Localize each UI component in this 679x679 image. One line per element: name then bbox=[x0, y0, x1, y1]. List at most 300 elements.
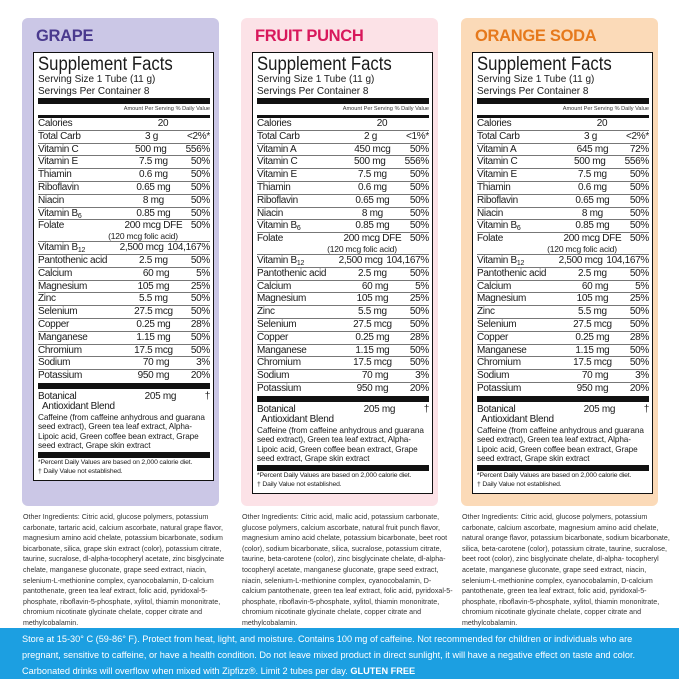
nutrient-row bbox=[477, 130, 649, 143]
label-title: Supplement Facts bbox=[477, 54, 612, 75]
gluten-free-label: GLUTEN FREE bbox=[350, 666, 416, 676]
nutrient-name-text: Copper bbox=[38, 318, 69, 330]
nutrient-row bbox=[38, 254, 210, 267]
daily-value-header: % Daily Value bbox=[614, 106, 649, 112]
amount-header: Amount Per Serving bbox=[123, 106, 174, 112]
nutrient-name-text: Manganese bbox=[257, 344, 307, 356]
botanical-name-line2: Antioxidant Blend bbox=[42, 400, 115, 412]
nutrient-name bbox=[477, 306, 555, 318]
nutrient-name-text: Pantothenic acid bbox=[257, 267, 327, 279]
nutrient-name bbox=[257, 345, 335, 357]
nutrient-name-text: Niacin bbox=[257, 207, 283, 219]
spacer bbox=[477, 105, 555, 114]
flavor-name: GRAPE bbox=[36, 27, 94, 45]
nutrient-name bbox=[38, 144, 116, 156]
nutrient-daily-value: 50% bbox=[190, 181, 210, 193]
nutrient-daily-value: 3% bbox=[635, 370, 649, 382]
storage-warning-banner bbox=[0, 628, 679, 679]
nutrient-name-text: Folate bbox=[38, 220, 64, 232]
nutrient-daily-value: 50% bbox=[190, 293, 210, 305]
nutrient-amount: 2,500 mcg bbox=[558, 254, 603, 266]
nutrient-row bbox=[38, 168, 210, 181]
nutrient-note: (120 mcg folic acid) bbox=[327, 243, 397, 254]
nutrient-row bbox=[257, 232, 429, 254]
nutrient-row bbox=[38, 118, 210, 130]
nutrient-amount: 20 bbox=[596, 118, 608, 129]
nutrient-daily-value: 50% bbox=[409, 344, 429, 356]
nutrient-amount: 5.5 mg bbox=[358, 306, 387, 318]
nutrient-daily-value: 28% bbox=[629, 331, 649, 343]
nutrient-subscript: 6 bbox=[77, 212, 82, 220]
nutrient-name-text: Calories bbox=[477, 118, 512, 129]
nutrient-name bbox=[38, 220, 116, 232]
nutrient-row bbox=[477, 382, 649, 395]
nutrient-row bbox=[38, 280, 210, 293]
nutrient-subscript: 6 bbox=[516, 225, 521, 233]
nutrient-name-text: Chromium bbox=[477, 357, 521, 369]
nutrient-row bbox=[257, 130, 429, 143]
nutrient-name bbox=[477, 118, 555, 130]
nutrient-row bbox=[38, 356, 210, 369]
nutrient-name bbox=[477, 332, 555, 344]
nutrient-daily-value: <2%* bbox=[187, 130, 210, 142]
nutrient-row bbox=[477, 331, 649, 344]
nutrient-name-text: Calcium bbox=[477, 280, 512, 292]
nutrient-name-text: Vitamin C bbox=[38, 143, 79, 155]
botanical-description: Caffeine (from caffeine anhydrous and guarana seed extract), Green tea leaf extract, Alpha-Lipoic acid, Green coffee bean extract, Grape seed extract, Grape skin extract bbox=[257, 425, 424, 464]
nutrient-row bbox=[38, 143, 210, 156]
nutrient-row bbox=[38, 344, 210, 357]
serving-size: Serving Size 1 Tube (11 g) bbox=[477, 73, 595, 85]
column-header bbox=[477, 105, 649, 114]
nutrient-amount: 500 mg bbox=[574, 156, 606, 168]
nutrient-amount: 105 mg bbox=[356, 293, 389, 305]
other-ingredients: Other Ingredients: Citric acid, malic acid, potassium carbonate, glucose polymers, calcium ascorbate, natural fruit punch flavor, magnesium amino acid chelate, potassium bicarbonate, beet root (color), sodium bicarbonate, silica, sucralose, potassium citrate, taurine, beta-carotene (color), zinc bisglycinate chelate, dl-alpha- tocopheryl acetate, manganese gluconate, grape seed extract, niacin, selenium-L-methionine complex, cyanocobalamin, D-calcium pantothenate, green tea leaf extract, folic acid, pyridoxal-5-phosphate, riboflavin-5-phosphate, xylitol, thiamin mononitrate, chromium nicotinate glycinate chelate, copper citrate and methylcobalamin. bbox=[242, 513, 453, 627]
nutrient-row bbox=[38, 292, 210, 305]
nutrient-row bbox=[38, 219, 210, 241]
nutrient-daily-value: 50% bbox=[190, 194, 210, 206]
nutrient-daily-value: 50% bbox=[190, 207, 210, 219]
footnote-daily-values: *Percent Daily Values are based on 2,000 calorie diet. bbox=[38, 458, 193, 466]
botanical-daily-value: † bbox=[643, 403, 649, 415]
nutrient-row bbox=[257, 292, 429, 305]
amount-header: Amount Per Serving bbox=[342, 106, 393, 112]
other-ingredients: Other Ingredients: Citric acid, glucose polymers, potassium carbonate, tartaric acid, calcium ascorbate, natural grape flavor, magnesium amino acid chelate, potassium bicarbonate, sodium bicarbonate, silica, grape skin extract (color), potassium citrate, taurine, sucralose, dl-alpha-tocopheryl acetate, zinc bisglycinate chelate, manganese gluconate, grape seed extract, niacin, selenium-L-methionine complex, cyanocobalamin, D-calcium pantothenate, green tea leaf extract, folic acid, pyridoxal-5-phosphate, riboflavin-5-phosphate, xylitol, thiamin mononitrate, chromium nicotinate glycinate chelate, copper citrate and methylcobalamin. bbox=[23, 513, 225, 627]
nutrient-name bbox=[257, 370, 335, 382]
divider bbox=[257, 98, 429, 104]
nutrient-name bbox=[477, 182, 555, 194]
nutrient-row bbox=[38, 318, 210, 331]
nutrient-name-text: Pantothenic acid bbox=[38, 254, 108, 266]
nutrient-row bbox=[477, 118, 649, 130]
nutrient-name bbox=[38, 255, 116, 267]
nutrient-name-text: Folate bbox=[477, 233, 503, 245]
serving-size: Serving Size 1 Tube (11 g) bbox=[257, 73, 375, 85]
nutrient-name-text: Manganese bbox=[477, 344, 527, 356]
label-title: Supplement Facts bbox=[38, 54, 173, 75]
amount-header: Amount Per Serving bbox=[562, 106, 613, 112]
nutrient-name bbox=[38, 156, 116, 168]
nutrient-name bbox=[257, 268, 335, 280]
nutrient-daily-value: 3% bbox=[196, 357, 210, 369]
botanical-name: Botanical bbox=[257, 403, 296, 415]
nutrient-daily-value: 556% bbox=[404, 156, 429, 168]
nutrient-daily-value: 50% bbox=[409, 194, 429, 206]
divider bbox=[38, 98, 210, 104]
nutrient-name-text: Zinc bbox=[38, 293, 56, 305]
nutrient-row bbox=[477, 356, 649, 369]
nutrient-amount: 20 bbox=[157, 118, 169, 129]
nutrient-daily-value: 50% bbox=[629, 181, 649, 193]
nutrient-amount: 0.85 mg bbox=[136, 207, 171, 219]
nutrient-amount: 2,500 mcg bbox=[119, 242, 164, 254]
nutrient-daily-value: 50% bbox=[409, 169, 429, 181]
nutrient-amount: 2.5 mg bbox=[578, 267, 607, 279]
nutrient-name bbox=[257, 319, 335, 331]
nutrient-daily-value: <2%* bbox=[626, 130, 649, 142]
servings-per-container: Servings Per Container 8 bbox=[38, 84, 150, 97]
column-header bbox=[257, 105, 429, 114]
nutrient-amount: 5.5 mg bbox=[139, 293, 168, 305]
nutrient-name bbox=[477, 293, 555, 305]
divider bbox=[477, 396, 649, 402]
footnote-dagger: † Daily Value not established. bbox=[38, 468, 123, 476]
nutrient-amount: 0.85 mg bbox=[575, 220, 610, 232]
botanical-daily-value: † bbox=[204, 390, 210, 402]
nutrient-row bbox=[477, 168, 649, 181]
nutrient-name-text: Magnesium bbox=[257, 293, 306, 305]
nutrient-row bbox=[257, 267, 429, 280]
nutrient-name bbox=[257, 169, 335, 181]
nutrient-name-text: Niacin bbox=[477, 207, 503, 219]
nutrient-amount: 7.5 mg bbox=[139, 156, 168, 168]
nutrient-row bbox=[477, 267, 649, 280]
nutrient-name bbox=[38, 195, 116, 207]
nutrient-name bbox=[477, 281, 555, 293]
nutrient-amount: 105 mg bbox=[137, 280, 170, 292]
nutrient-name-text: Vitamin B bbox=[477, 220, 517, 232]
botanical-amount: 205 mg bbox=[583, 403, 616, 415]
nutrient-daily-value: 50% bbox=[629, 318, 649, 330]
nutrient-amount: 27.5 mcg bbox=[353, 318, 392, 330]
nutrient-amount: 2,500 mcg bbox=[338, 254, 383, 266]
nutrient-rows bbox=[477, 118, 649, 395]
nutrient-name bbox=[38, 281, 116, 293]
nutrient-daily-value: 50% bbox=[409, 233, 429, 245]
nutrient-amount: 27.5 mcg bbox=[134, 306, 173, 318]
storage-warning-text: Store at 15-30° C (59-86° F). Protect from heat, light, and moisture. Contains 100 mg of caffeine. Not recommended for children or individuals who are pregnant, sensitive to caffeine, or have a health condition. Do not leave mixed product in direct sunlight, it will have a negative effect on taste and color. Carbonated drinks will overflow when mixed with Zipfizz®. Limit 2 tubes per day. bbox=[22, 634, 636, 676]
nutrient-name bbox=[257, 131, 335, 143]
nutrient-row bbox=[38, 181, 210, 194]
nutrient-name bbox=[477, 195, 555, 207]
nutrient-row bbox=[477, 143, 649, 156]
nutrient-amount: 20 bbox=[376, 118, 388, 129]
divider bbox=[257, 465, 429, 471]
nutrient-amount: 450 mcg bbox=[354, 143, 391, 155]
nutrient-amount: 0.85 mg bbox=[355, 220, 390, 232]
nutrient-row bbox=[477, 194, 649, 207]
nutrient-daily-value: 50% bbox=[629, 207, 649, 219]
nutrient-amount: 0.65 mg bbox=[575, 194, 610, 206]
nutrient-rows bbox=[257, 118, 429, 395]
nutrient-name-text: Total Carb bbox=[257, 130, 300, 142]
nutrient-amount: 2.5 mg bbox=[358, 267, 387, 279]
nutrient-name-text: Pantothenic acid bbox=[477, 267, 547, 279]
nutrient-name bbox=[477, 357, 555, 369]
botanical-row bbox=[257, 403, 429, 415]
nutrient-name-text: Copper bbox=[257, 331, 288, 343]
nutrient-daily-value: 50% bbox=[629, 220, 649, 232]
daily-value-header: % Daily Value bbox=[175, 106, 210, 112]
nutrient-name bbox=[38, 370, 116, 382]
nutrient-row bbox=[257, 356, 429, 369]
nutrient-row bbox=[477, 254, 649, 267]
nutrient-row bbox=[257, 305, 429, 318]
nutrient-daily-value: 50% bbox=[409, 207, 429, 219]
nutrient-name bbox=[477, 144, 555, 156]
nutrient-amount: 70 mg bbox=[142, 357, 170, 369]
nutrient-name-text: Zinc bbox=[257, 306, 275, 318]
nutrient-name-text: Thiamin bbox=[477, 181, 511, 193]
nutrient-name-text: Sodium bbox=[38, 357, 71, 369]
nutrient-name-text: Vitamin B bbox=[38, 207, 78, 219]
nutrient-row bbox=[257, 207, 429, 220]
nutrient-daily-value: 28% bbox=[409, 331, 429, 343]
nutrient-amount: 8 mg bbox=[142, 194, 164, 206]
nutrient-daily-value: 50% bbox=[629, 194, 649, 206]
botanical-name-line2: Antioxidant Blend bbox=[261, 413, 334, 425]
nutrient-daily-value: 25% bbox=[629, 293, 649, 305]
nutrient-amount: 1.15 mg bbox=[355, 344, 390, 356]
nutrient-name bbox=[477, 319, 555, 331]
nutrient-name-text: Vitamin E bbox=[477, 169, 517, 181]
nutrient-daily-value: 50% bbox=[409, 143, 429, 155]
nutrient-row bbox=[38, 267, 210, 280]
spacer bbox=[38, 105, 116, 114]
nutrient-name-text: Selenium bbox=[257, 318, 297, 330]
nutrient-daily-value: 25% bbox=[409, 293, 429, 305]
nutrient-amount: 7.5 mg bbox=[578, 169, 607, 181]
nutrient-daily-value: 50% bbox=[629, 344, 649, 356]
nutrient-name bbox=[257, 118, 335, 130]
nutrient-amount: 7.5 mg bbox=[358, 169, 387, 181]
nutrient-name bbox=[257, 156, 335, 168]
nutrient-row bbox=[257, 194, 429, 207]
nutrient-amount: 105 mg bbox=[576, 293, 609, 305]
nutrient-daily-value: 28% bbox=[190, 318, 210, 330]
other-ingredients: Other Ingredients: Citric acid, glucose polymers, potassium carbonate, calcium ascorbate, magnesium amino acid chelate, natural orange flavor, potassium bicarbonate, sodium bicarbonate, silica, beta-carotene (color), potassium citrate, taurine, sucralose, beet root (color), zinc bisglycinate chelate, dl-alpha- tocopheryl acetate, manganese gluconate, grape seed extract, niacin, selenium-L-methionine complex, cyanocobalamin, D-calcium pantothenate, green tea leaf extract, folic acid, pyridoxal-5-phosphate, riboflavin-5-phosphate, xylitol, thiamin mononitrate, chromium nicotinate glycinate chelate, copper citrate and methylcobalamin. bbox=[462, 513, 670, 627]
footnote-daily-values: *Percent Daily Values are based on 2,000 calorie diet. bbox=[257, 471, 412, 479]
nutrient-amount: 60 mg bbox=[581, 280, 609, 292]
nutrient-name bbox=[38, 131, 116, 143]
nutrient-name bbox=[257, 357, 335, 369]
nutrient-daily-value: 5% bbox=[196, 267, 210, 279]
nutrient-note: (120 mcg folic acid) bbox=[108, 231, 178, 242]
nutrient-daily-value: 104,167% bbox=[606, 254, 649, 266]
nutrient-daily-value: 556% bbox=[624, 156, 649, 168]
nutrient-amount: 70 mg bbox=[361, 370, 389, 382]
nutrient-name bbox=[38, 306, 116, 318]
nutrient-row bbox=[38, 241, 210, 254]
nutrient-name-text: Vitamin B bbox=[38, 242, 78, 254]
nutrient-daily-value: 5% bbox=[635, 280, 649, 292]
botanical-amount: 205 mg bbox=[363, 403, 396, 415]
nutrient-daily-value: 50% bbox=[190, 220, 210, 232]
nutrient-name bbox=[257, 208, 335, 220]
nutrient-name-text: Magnesium bbox=[477, 293, 526, 305]
nutrient-daily-value: 556% bbox=[185, 143, 210, 155]
nutrient-name-text: Potassium bbox=[38, 370, 82, 382]
nutrient-name-text: Sodium bbox=[477, 370, 510, 382]
serving-size: Serving Size 1 Tube (11 g) bbox=[38, 73, 156, 85]
nutrient-row bbox=[257, 118, 429, 130]
nutrient-daily-value: 50% bbox=[629, 267, 649, 279]
nutrient-name bbox=[257, 182, 335, 194]
nutrient-row bbox=[38, 305, 210, 318]
nutrient-name bbox=[38, 357, 116, 369]
nutrient-name-text: Selenium bbox=[477, 318, 517, 330]
nutrient-row bbox=[477, 305, 649, 318]
nutrient-daily-value: 50% bbox=[190, 331, 210, 343]
nutrient-daily-value: 5% bbox=[415, 280, 429, 292]
nutrient-subscript: 12 bbox=[296, 259, 305, 267]
botanical-description: Caffeine (from caffeine anhydrous and guarana seed extract), Green tea leaf extract, Alpha-Lipoic acid, Green coffee bean extract, Grape seed extract, Grape skin extract bbox=[38, 412, 205, 451]
nutrient-name-text: Calories bbox=[38, 118, 73, 129]
nutrient-daily-value: 50% bbox=[629, 233, 649, 245]
nutrient-daily-value: 50% bbox=[190, 254, 210, 266]
nutrient-row bbox=[477, 181, 649, 194]
nutrient-name-text: Total Carb bbox=[477, 130, 520, 142]
nutrient-row bbox=[477, 219, 649, 232]
nutrient-name-text: Copper bbox=[477, 331, 508, 343]
nutrient-name bbox=[257, 332, 335, 344]
nutrient-row bbox=[38, 194, 210, 207]
nutrient-name bbox=[257, 255, 335, 267]
nutrient-name-text: Folate bbox=[257, 233, 283, 245]
nutrient-daily-value: 50% bbox=[409, 357, 429, 369]
label-title: Supplement Facts bbox=[257, 54, 392, 75]
nutrient-row bbox=[38, 369, 210, 382]
botanical-amount: 205 mg bbox=[144, 390, 177, 402]
nutrient-row bbox=[257, 219, 429, 232]
nutrient-name-text: Magnesium bbox=[38, 280, 87, 292]
nutrient-amount: 0.25 mg bbox=[355, 331, 390, 343]
nutrient-amount: 17.5 mcg bbox=[573, 357, 612, 369]
botanical-daily-value: † bbox=[423, 403, 429, 415]
nutrient-row bbox=[257, 143, 429, 156]
nutrient-amount: 17.5 mcg bbox=[353, 357, 392, 369]
nutrient-name bbox=[38, 319, 116, 331]
nutrient-amount: 950 mg bbox=[137, 370, 170, 382]
nutrient-name bbox=[38, 345, 116, 357]
nutrient-name-text: Zinc bbox=[477, 306, 495, 318]
nutrient-name bbox=[477, 268, 555, 280]
flavor-panel bbox=[241, 18, 438, 506]
flavor-panel bbox=[22, 18, 219, 506]
nutrient-amount: 3 g bbox=[583, 130, 597, 142]
nutrient-amount: 0.6 mg bbox=[358, 181, 387, 193]
nutrient-amount: 17.5 mcg bbox=[134, 344, 173, 356]
nutrient-name bbox=[477, 169, 555, 181]
nutrient-name-text: Vitamin B bbox=[477, 254, 517, 266]
nutrient-name-text: Selenium bbox=[38, 306, 78, 318]
nutrient-daily-value: <1%* bbox=[406, 130, 429, 142]
flavor-panel bbox=[461, 18, 658, 506]
nutrient-name-text: Niacin bbox=[38, 194, 64, 206]
nutrient-name bbox=[257, 220, 335, 232]
nutrient-name bbox=[257, 383, 335, 395]
column-header bbox=[38, 105, 210, 114]
nutrient-amount: 60 mg bbox=[142, 267, 170, 279]
nutrient-name bbox=[477, 131, 555, 143]
nutrient-row bbox=[477, 232, 649, 254]
nutrient-name-text: Thiamin bbox=[257, 181, 291, 193]
nutrient-amount: 8 mg bbox=[581, 207, 603, 219]
nutrient-amount: 3 g bbox=[144, 130, 158, 142]
nutrient-name bbox=[38, 268, 116, 280]
nutrient-row bbox=[257, 155, 429, 168]
nutrient-row bbox=[257, 369, 429, 382]
nutrient-daily-value: 72% bbox=[629, 143, 649, 155]
nutrient-rows bbox=[38, 118, 210, 382]
nutrient-name bbox=[38, 242, 116, 254]
nutrient-daily-value: 20% bbox=[409, 382, 429, 394]
nutrient-amount: 1.15 mg bbox=[136, 331, 171, 343]
nutrient-note: (120 mcg folic acid) bbox=[547, 243, 617, 254]
nutrient-subscript: 12 bbox=[516, 259, 525, 267]
servings-per-container: Servings Per Container 8 bbox=[477, 84, 589, 97]
nutrient-amount: 645 mg bbox=[576, 143, 609, 155]
nutrient-daily-value: 50% bbox=[409, 306, 429, 318]
nutrient-amount: 1.15 mg bbox=[575, 344, 610, 356]
nutrient-name bbox=[38, 118, 116, 130]
nutrient-row bbox=[257, 181, 429, 194]
botanical-name-line2: Antioxidant Blend bbox=[481, 413, 554, 425]
nutrient-name-text: Calories bbox=[257, 118, 292, 129]
nutrient-name-text: Potassium bbox=[477, 382, 521, 394]
supplement-facts-label bbox=[252, 52, 433, 494]
servings-per-container: Servings Per Container 8 bbox=[257, 84, 369, 97]
nutrient-row bbox=[257, 318, 429, 331]
nutrient-name bbox=[477, 255, 555, 267]
nutrient-row bbox=[257, 344, 429, 357]
nutrient-name-text: Vitamin E bbox=[38, 156, 78, 168]
nutrient-name bbox=[477, 383, 555, 395]
nutrient-amount: 2.5 mg bbox=[139, 254, 168, 266]
nutrient-row bbox=[257, 254, 429, 267]
nutrient-name-text: Riboflavin bbox=[477, 194, 518, 206]
nutrient-amount: 0.25 mg bbox=[136, 318, 171, 330]
spacer bbox=[257, 105, 335, 114]
nutrient-name-text: Vitamin A bbox=[477, 143, 517, 155]
nutrient-name bbox=[257, 233, 335, 245]
daily-value-header: % Daily Value bbox=[394, 106, 429, 112]
nutrient-row bbox=[257, 168, 429, 181]
nutrient-amount: 27.5 mcg bbox=[573, 318, 612, 330]
nutrient-name bbox=[477, 156, 555, 168]
nutrient-amount: 200 mcg DFE bbox=[343, 233, 402, 245]
nutrient-name-text: Riboflavin bbox=[257, 194, 298, 206]
nutrient-name-text: Vitamin E bbox=[257, 169, 297, 181]
nutrient-row bbox=[477, 318, 649, 331]
flavor-name: ORANGE SODA bbox=[475, 27, 597, 45]
nutrient-row bbox=[38, 331, 210, 344]
divider bbox=[38, 383, 210, 389]
nutrient-daily-value: 20% bbox=[190, 370, 210, 382]
nutrient-daily-value: 50% bbox=[190, 156, 210, 168]
nutrient-name-text: Calcium bbox=[257, 280, 292, 292]
nutrient-daily-value: 50% bbox=[409, 267, 429, 279]
